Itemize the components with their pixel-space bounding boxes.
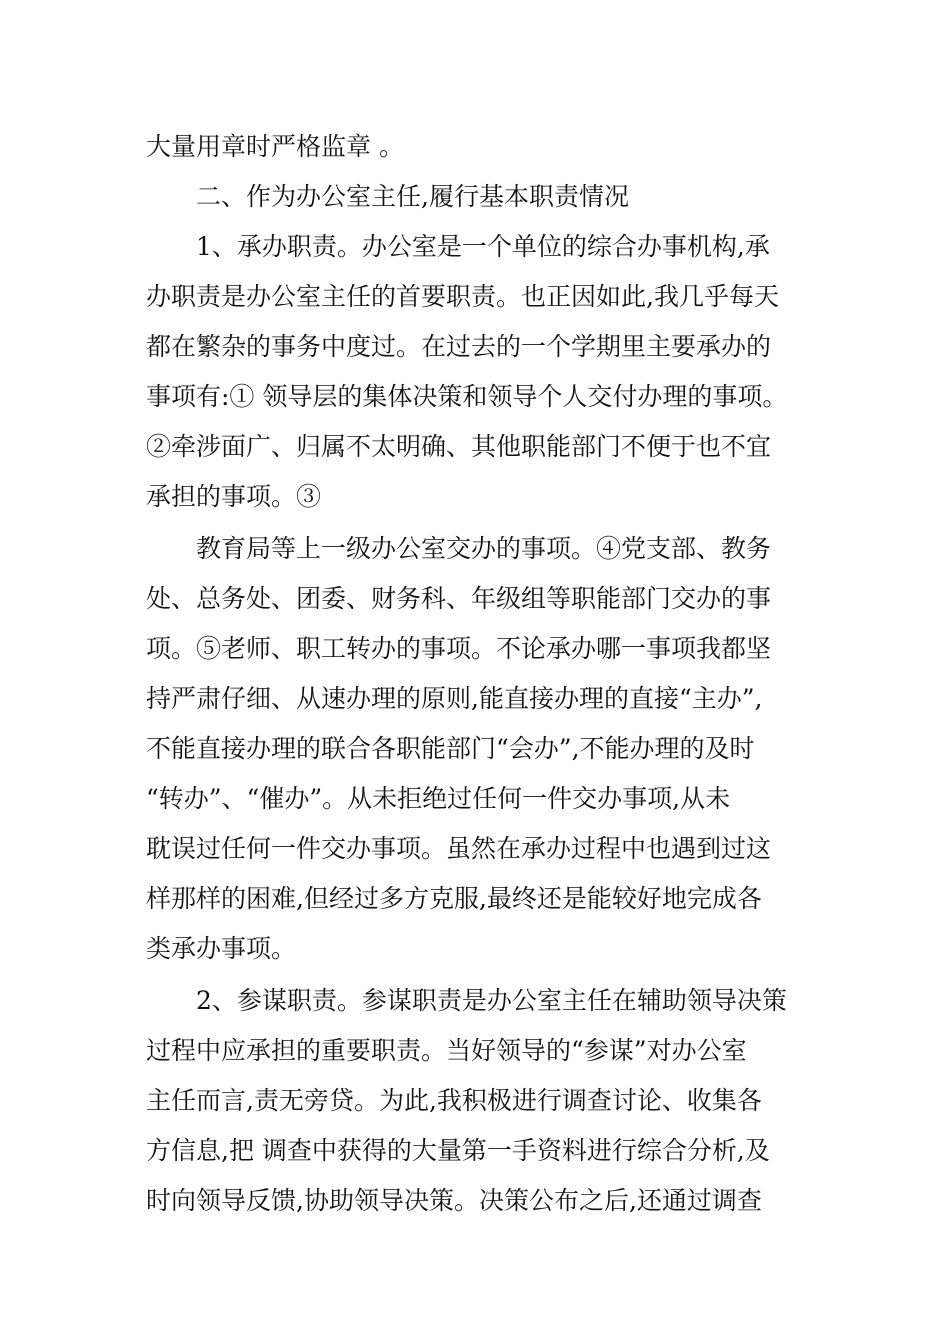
- text-line: 方信息,把 调查中获得的大量第一手资料进行综合分析,及: [146, 1136, 770, 1165]
- text-line: 都在繁杂的事务中度过。在过去的一个学期里主要承办的: [146, 332, 772, 361]
- text-line: 处、总务处、团委、财务科、年级组等职能部门交办的事: [146, 584, 772, 613]
- text-line: 事项有:① 领导层的集体决策和领导个人交付办理的事项。: [146, 382, 788, 411]
- text-line: 过程中应承担的重要职责。当好领导的“参谋”对办公室: [146, 1036, 747, 1065]
- text-line: ②牵涉面广、归属不太明确、其他职能部门不便于也不宜: [146, 432, 772, 461]
- text-line: 时向领导反馈,协助领导决策。决策公布之后,还通过调查: [146, 1186, 762, 1215]
- text-line: 教育局等上一级办公室交办的事项。④党支部、教务: [196, 534, 772, 563]
- text-line: 持严肃仔细、从速办理的原则,能直接办理的直接“主办”,: [146, 684, 763, 713]
- text-line: 耽误过任何一件交办事项。虽然在承办过程中也遇到过这: [146, 834, 772, 863]
- text-line: 不能直接办理的联合各职能部门“会办”,不能办理的及时: [146, 734, 755, 763]
- text-line: 项。⑤老师、职工转办的事项。不论承办哪一事项我都坚: [146, 634, 772, 663]
- section-heading: 二、作为办公室主任,履行基本职责情况: [196, 182, 629, 211]
- text-line: 1、承办职责。办公室是一个单位的综合办事机构,承: [196, 232, 770, 261]
- text-line: “转办”、“催办”。从未拒绝过任何一件交办事项,从未: [146, 784, 731, 813]
- text-line: 类承办事项。: [146, 934, 297, 963]
- text-line: 大量用章时严格监章 。: [146, 132, 404, 161]
- text-line: 样那样的困难,但经过多方克服,最终还是能较好地完成各: [146, 884, 762, 913]
- text-line: 2、参谋职责。参谋职责是办公室主任在辅助领导决策: [196, 986, 787, 1015]
- text-line: 主任而言,责无旁贷。为此,我积极进行调查讨论、收集各: [146, 1086, 762, 1115]
- text-line: 承担的事项。③: [146, 482, 322, 511]
- text-line: 办职责是办公室主任的首要职责。也正因如此,我几乎每天: [146, 282, 779, 311]
